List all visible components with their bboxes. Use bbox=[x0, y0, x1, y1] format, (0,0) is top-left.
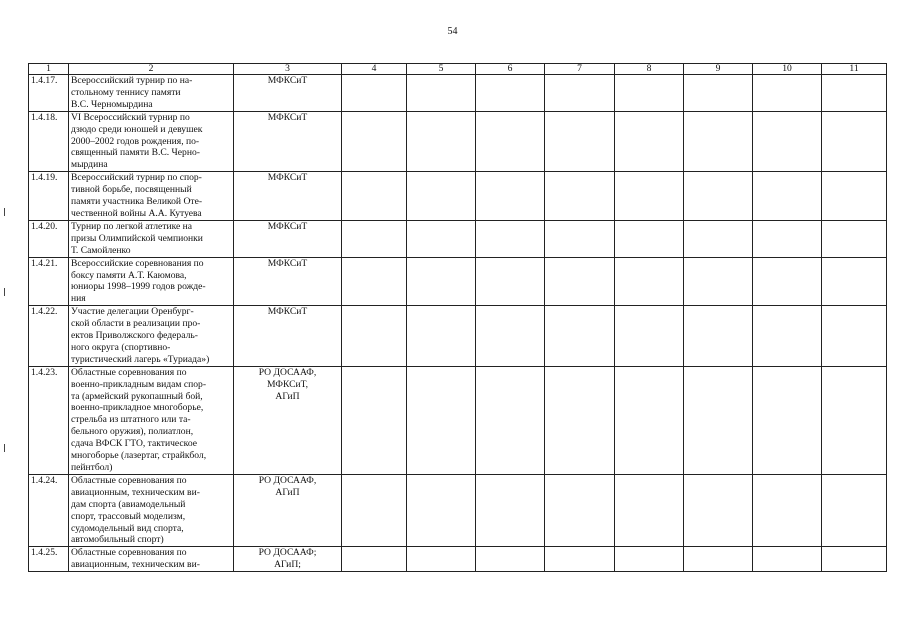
empty-cell-col-8 bbox=[615, 220, 684, 257]
empty-cell-col-11 bbox=[822, 257, 887, 306]
empty-cell-col-11 bbox=[822, 306, 887, 367]
empty-cell-col-6 bbox=[476, 172, 545, 221]
event-name-line: ектов Приволжского федераль- bbox=[71, 330, 198, 342]
column-header-9: 9 bbox=[684, 64, 753, 75]
empty-cell-col-11 bbox=[822, 474, 887, 546]
empty-cell-col-7 bbox=[545, 111, 615, 172]
event-name-cell bbox=[69, 306, 234, 367]
row-number-cell: 1.4.25. bbox=[29, 547, 69, 572]
organizer-line: МФКСиТ bbox=[267, 111, 308, 123]
empty-cell-col-9 bbox=[684, 111, 753, 172]
empty-cell-col-6 bbox=[476, 257, 545, 306]
empty-cell-col-5 bbox=[407, 172, 476, 221]
empty-cell-col-5 bbox=[407, 111, 476, 172]
empty-cell-col-6 bbox=[476, 547, 545, 572]
organizer-line: МФКСиТ bbox=[267, 220, 308, 232]
organizer-line: АГиП bbox=[275, 486, 300, 498]
column-header-3: 3 bbox=[234, 64, 342, 75]
empty-cell-col-8 bbox=[615, 75, 684, 112]
event-name-line: спорт, трассовый моделизм, bbox=[71, 510, 186, 522]
event-name-line: туристический лагерь «Туриада») bbox=[71, 353, 210, 365]
event-name-line: В.С. Черномырдина bbox=[71, 98, 153, 110]
organizer-line: МФКСиТ bbox=[267, 257, 308, 269]
table-body bbox=[29, 75, 887, 572]
column-header-10: 10 bbox=[753, 64, 822, 75]
row-number-cell: 1.4.19. bbox=[29, 172, 69, 221]
event-name-cell bbox=[69, 547, 234, 572]
event-name-line: Областные соревнования по bbox=[71, 366, 187, 378]
row-number-cell: 1.4.20. bbox=[29, 220, 69, 257]
organizer-cell bbox=[234, 220, 342, 257]
empty-cell-col-4 bbox=[342, 172, 407, 221]
empty-cell-col-7 bbox=[545, 75, 615, 112]
organizer-cell bbox=[234, 172, 342, 221]
table-row bbox=[29, 366, 887, 474]
event-name-line: боксу памяти А.Т. Каюмова, bbox=[71, 269, 187, 281]
event-name-line: призы Олимпийской чемпионки bbox=[71, 232, 203, 244]
empty-cell-col-5 bbox=[407, 220, 476, 257]
column-header-4: 4 bbox=[342, 64, 407, 75]
empty-cell-col-9 bbox=[684, 474, 753, 546]
event-name-cell bbox=[69, 75, 234, 112]
column-header-6: 6 bbox=[476, 64, 545, 75]
empty-cell-col-4 bbox=[342, 306, 407, 367]
organizer-line: МФКСиТ bbox=[267, 75, 308, 86]
empty-cell-col-8 bbox=[615, 172, 684, 221]
column-header-8: 8 bbox=[615, 64, 684, 75]
row-number-cell: 1.4.18. bbox=[29, 111, 69, 172]
empty-cell-col-8 bbox=[615, 306, 684, 367]
organizer-line: РО ДОСААФ, bbox=[258, 366, 317, 378]
event-name-line: Т. Самойленко bbox=[71, 244, 131, 256]
event-name-line: тивной борьбе, посвященный bbox=[71, 184, 192, 196]
event-name-line: мырдина bbox=[71, 159, 108, 171]
column-header-7: 7 bbox=[545, 64, 615, 75]
empty-cell-col-8 bbox=[615, 547, 684, 572]
empty-cell-col-5 bbox=[407, 306, 476, 367]
event-name-line: военно-прикладное многоборье, bbox=[71, 402, 204, 414]
empty-cell-col-6 bbox=[476, 111, 545, 172]
empty-cell-col-11 bbox=[822, 547, 887, 572]
organizer-line: РО ДОСААФ; bbox=[258, 547, 317, 559]
empty-cell-col-10 bbox=[753, 172, 822, 221]
organizer-line: АГиП bbox=[275, 390, 300, 402]
event-name-cell bbox=[69, 220, 234, 257]
empty-cell-col-4 bbox=[342, 366, 407, 474]
table-row bbox=[29, 75, 887, 112]
empty-cell-col-9 bbox=[684, 366, 753, 474]
event-name-line: ской области в реализации про- bbox=[71, 318, 201, 330]
empty-cell-col-10 bbox=[753, 257, 822, 306]
empty-cell-col-9 bbox=[684, 306, 753, 367]
empty-cell-col-7 bbox=[545, 547, 615, 572]
event-name-line: Всероссийский турнир по спор- bbox=[71, 172, 202, 184]
event-name-line: пейнтбол) bbox=[71, 462, 113, 473]
empty-cell-col-7 bbox=[545, 306, 615, 367]
empty-cell-col-9 bbox=[684, 75, 753, 112]
empty-cell-col-10 bbox=[753, 547, 822, 572]
table-row bbox=[29, 111, 887, 172]
empty-cell-col-7 bbox=[545, 257, 615, 306]
empty-cell-col-6 bbox=[476, 366, 545, 474]
event-name-line: судомодельный вид спорта, bbox=[71, 522, 184, 534]
event-name-cell bbox=[69, 172, 234, 221]
column-header-1: 1 bbox=[29, 64, 69, 75]
event-name-line: Всероссийский турнир по на- bbox=[71, 75, 193, 86]
event-name-line: священный памяти В.С. Черно- bbox=[71, 147, 200, 159]
empty-cell-col-5 bbox=[407, 257, 476, 306]
event-name-line: дам спорта (авиамодельный bbox=[71, 498, 186, 510]
organizer-line: МФКСиТ bbox=[267, 306, 308, 318]
empty-cell-col-10 bbox=[753, 366, 822, 474]
event-name-line: Всероссийские соревнования по bbox=[71, 257, 204, 269]
empty-cell-col-5 bbox=[407, 366, 476, 474]
organizer-line: РО ДОСААФ, bbox=[258, 474, 317, 486]
empty-cell-col-9 bbox=[684, 257, 753, 306]
empty-cell-col-11 bbox=[822, 220, 887, 257]
row-number-cell: 1.4.24. bbox=[29, 474, 69, 546]
empty-cell-col-7 bbox=[545, 474, 615, 546]
event-name-line: Турнир по легкой атлетике на bbox=[71, 220, 193, 232]
empty-cell-col-8 bbox=[615, 111, 684, 172]
scan-mark bbox=[4, 444, 5, 452]
organizer-cell bbox=[234, 306, 342, 367]
event-name-line: юниоры 1998–1999 годов рожде- bbox=[71, 281, 206, 293]
empty-cell-col-7 bbox=[545, 366, 615, 474]
empty-cell-col-5 bbox=[407, 474, 476, 546]
empty-cell-col-8 bbox=[615, 257, 684, 306]
event-name-line: авиационным, техническим ви- bbox=[71, 486, 200, 498]
table-row bbox=[29, 474, 887, 546]
empty-cell-col-10 bbox=[753, 220, 822, 257]
organizer-cell bbox=[234, 111, 342, 172]
event-name-line: стольному теннису памяти bbox=[71, 86, 181, 98]
empty-cell-col-4 bbox=[342, 474, 407, 546]
organizer-cell bbox=[234, 547, 342, 572]
empty-cell-col-4 bbox=[342, 75, 407, 112]
empty-cell-col-9 bbox=[684, 220, 753, 257]
organizer-cell bbox=[234, 474, 342, 546]
organizer-line: МФКСиТ, bbox=[267, 378, 308, 390]
scan-mark bbox=[4, 208, 5, 216]
organizer-line: АГиП; bbox=[274, 559, 301, 571]
empty-cell-col-11 bbox=[822, 75, 887, 112]
event-name-line: памяти участника Великой Оте- bbox=[71, 196, 203, 208]
empty-cell-col-6 bbox=[476, 220, 545, 257]
row-number-cell: 1.4.17. bbox=[29, 75, 69, 112]
empty-cell-col-11 bbox=[822, 366, 887, 474]
event-name-line: бельного оружия), полиатлон, bbox=[71, 426, 194, 438]
table-row bbox=[29, 257, 887, 306]
organizer-cell bbox=[234, 257, 342, 306]
empty-cell-col-9 bbox=[684, 547, 753, 572]
empty-cell-col-7 bbox=[545, 172, 615, 221]
event-name-line: ного округа (спортивно- bbox=[71, 341, 171, 353]
event-name-line: авиационным, техническим ви- bbox=[71, 559, 200, 571]
page-number: 54 bbox=[447, 26, 458, 37]
event-name-cell bbox=[69, 366, 234, 474]
event-name-line: чественной войны А.А. Кутуева bbox=[71, 207, 202, 219]
empty-cell-col-4 bbox=[342, 547, 407, 572]
event-name-line: та (армейский рукопашный бой, bbox=[71, 390, 203, 402]
empty-cell-col-4 bbox=[342, 111, 407, 172]
empty-cell-col-4 bbox=[342, 220, 407, 257]
empty-cell-col-10 bbox=[753, 75, 822, 112]
table-row bbox=[29, 306, 887, 367]
table-row bbox=[29, 172, 887, 221]
event-name-line: дзюдо среди юношей и девушек bbox=[71, 123, 203, 135]
table-row bbox=[29, 220, 887, 257]
event-name-line: многоборье (лазертаг, страйкбол, bbox=[71, 450, 207, 462]
event-name-line: сдача ВФСК ГТО, тактическое bbox=[71, 438, 198, 450]
row-number-cell: 1.4.22. bbox=[29, 306, 69, 367]
scan-mark bbox=[4, 288, 5, 296]
column-header-2: 2 bbox=[69, 64, 234, 75]
row-number-cell: 1.4.23. bbox=[29, 366, 69, 474]
empty-cell-col-11 bbox=[822, 172, 887, 221]
organizer-line: МФКСиТ bbox=[267, 172, 308, 184]
table-header-row bbox=[29, 64, 887, 75]
empty-cell-col-6 bbox=[476, 75, 545, 112]
empty-cell-col-10 bbox=[753, 306, 822, 367]
event-name-line: автомобильный спорт) bbox=[71, 534, 164, 546]
empty-cell-col-5 bbox=[407, 75, 476, 112]
organizer-cell bbox=[234, 366, 342, 474]
empty-cell-col-11 bbox=[822, 111, 887, 172]
event-name-cell bbox=[69, 474, 234, 546]
event-name-line: 2000–2002 годов рождения, по- bbox=[71, 135, 200, 147]
events-table bbox=[28, 63, 887, 572]
empty-cell-col-10 bbox=[753, 474, 822, 546]
event-name-line: ния bbox=[71, 293, 86, 305]
event-name-line: стрельба из штатного или та- bbox=[71, 414, 191, 426]
empty-cell-col-6 bbox=[476, 306, 545, 367]
event-name-line: Областные соревнования по bbox=[71, 547, 187, 559]
column-header-5: 5 bbox=[407, 64, 476, 75]
column-header-11: 11 bbox=[822, 64, 887, 75]
empty-cell-col-4 bbox=[342, 257, 407, 306]
empty-cell-col-9 bbox=[684, 172, 753, 221]
event-name-cell bbox=[69, 111, 234, 172]
event-name-line: Областные соревнования по bbox=[71, 474, 187, 486]
event-name-line: VI Всероссийский турнир по bbox=[71, 111, 190, 123]
organizer-cell bbox=[234, 75, 342, 112]
empty-cell-col-8 bbox=[615, 474, 684, 546]
table-row bbox=[29, 547, 887, 572]
empty-cell-col-6 bbox=[476, 474, 545, 546]
empty-cell-col-5 bbox=[407, 547, 476, 572]
row-number-cell: 1.4.21. bbox=[29, 257, 69, 306]
empty-cell-col-8 bbox=[615, 366, 684, 474]
event-name-cell bbox=[69, 257, 234, 306]
event-name-line: военно-прикладным видам спор- bbox=[71, 378, 207, 390]
empty-cell-col-10 bbox=[753, 111, 822, 172]
empty-cell-col-7 bbox=[545, 220, 615, 257]
event-name-line: Участие делегации Оренбург- bbox=[71, 306, 194, 318]
